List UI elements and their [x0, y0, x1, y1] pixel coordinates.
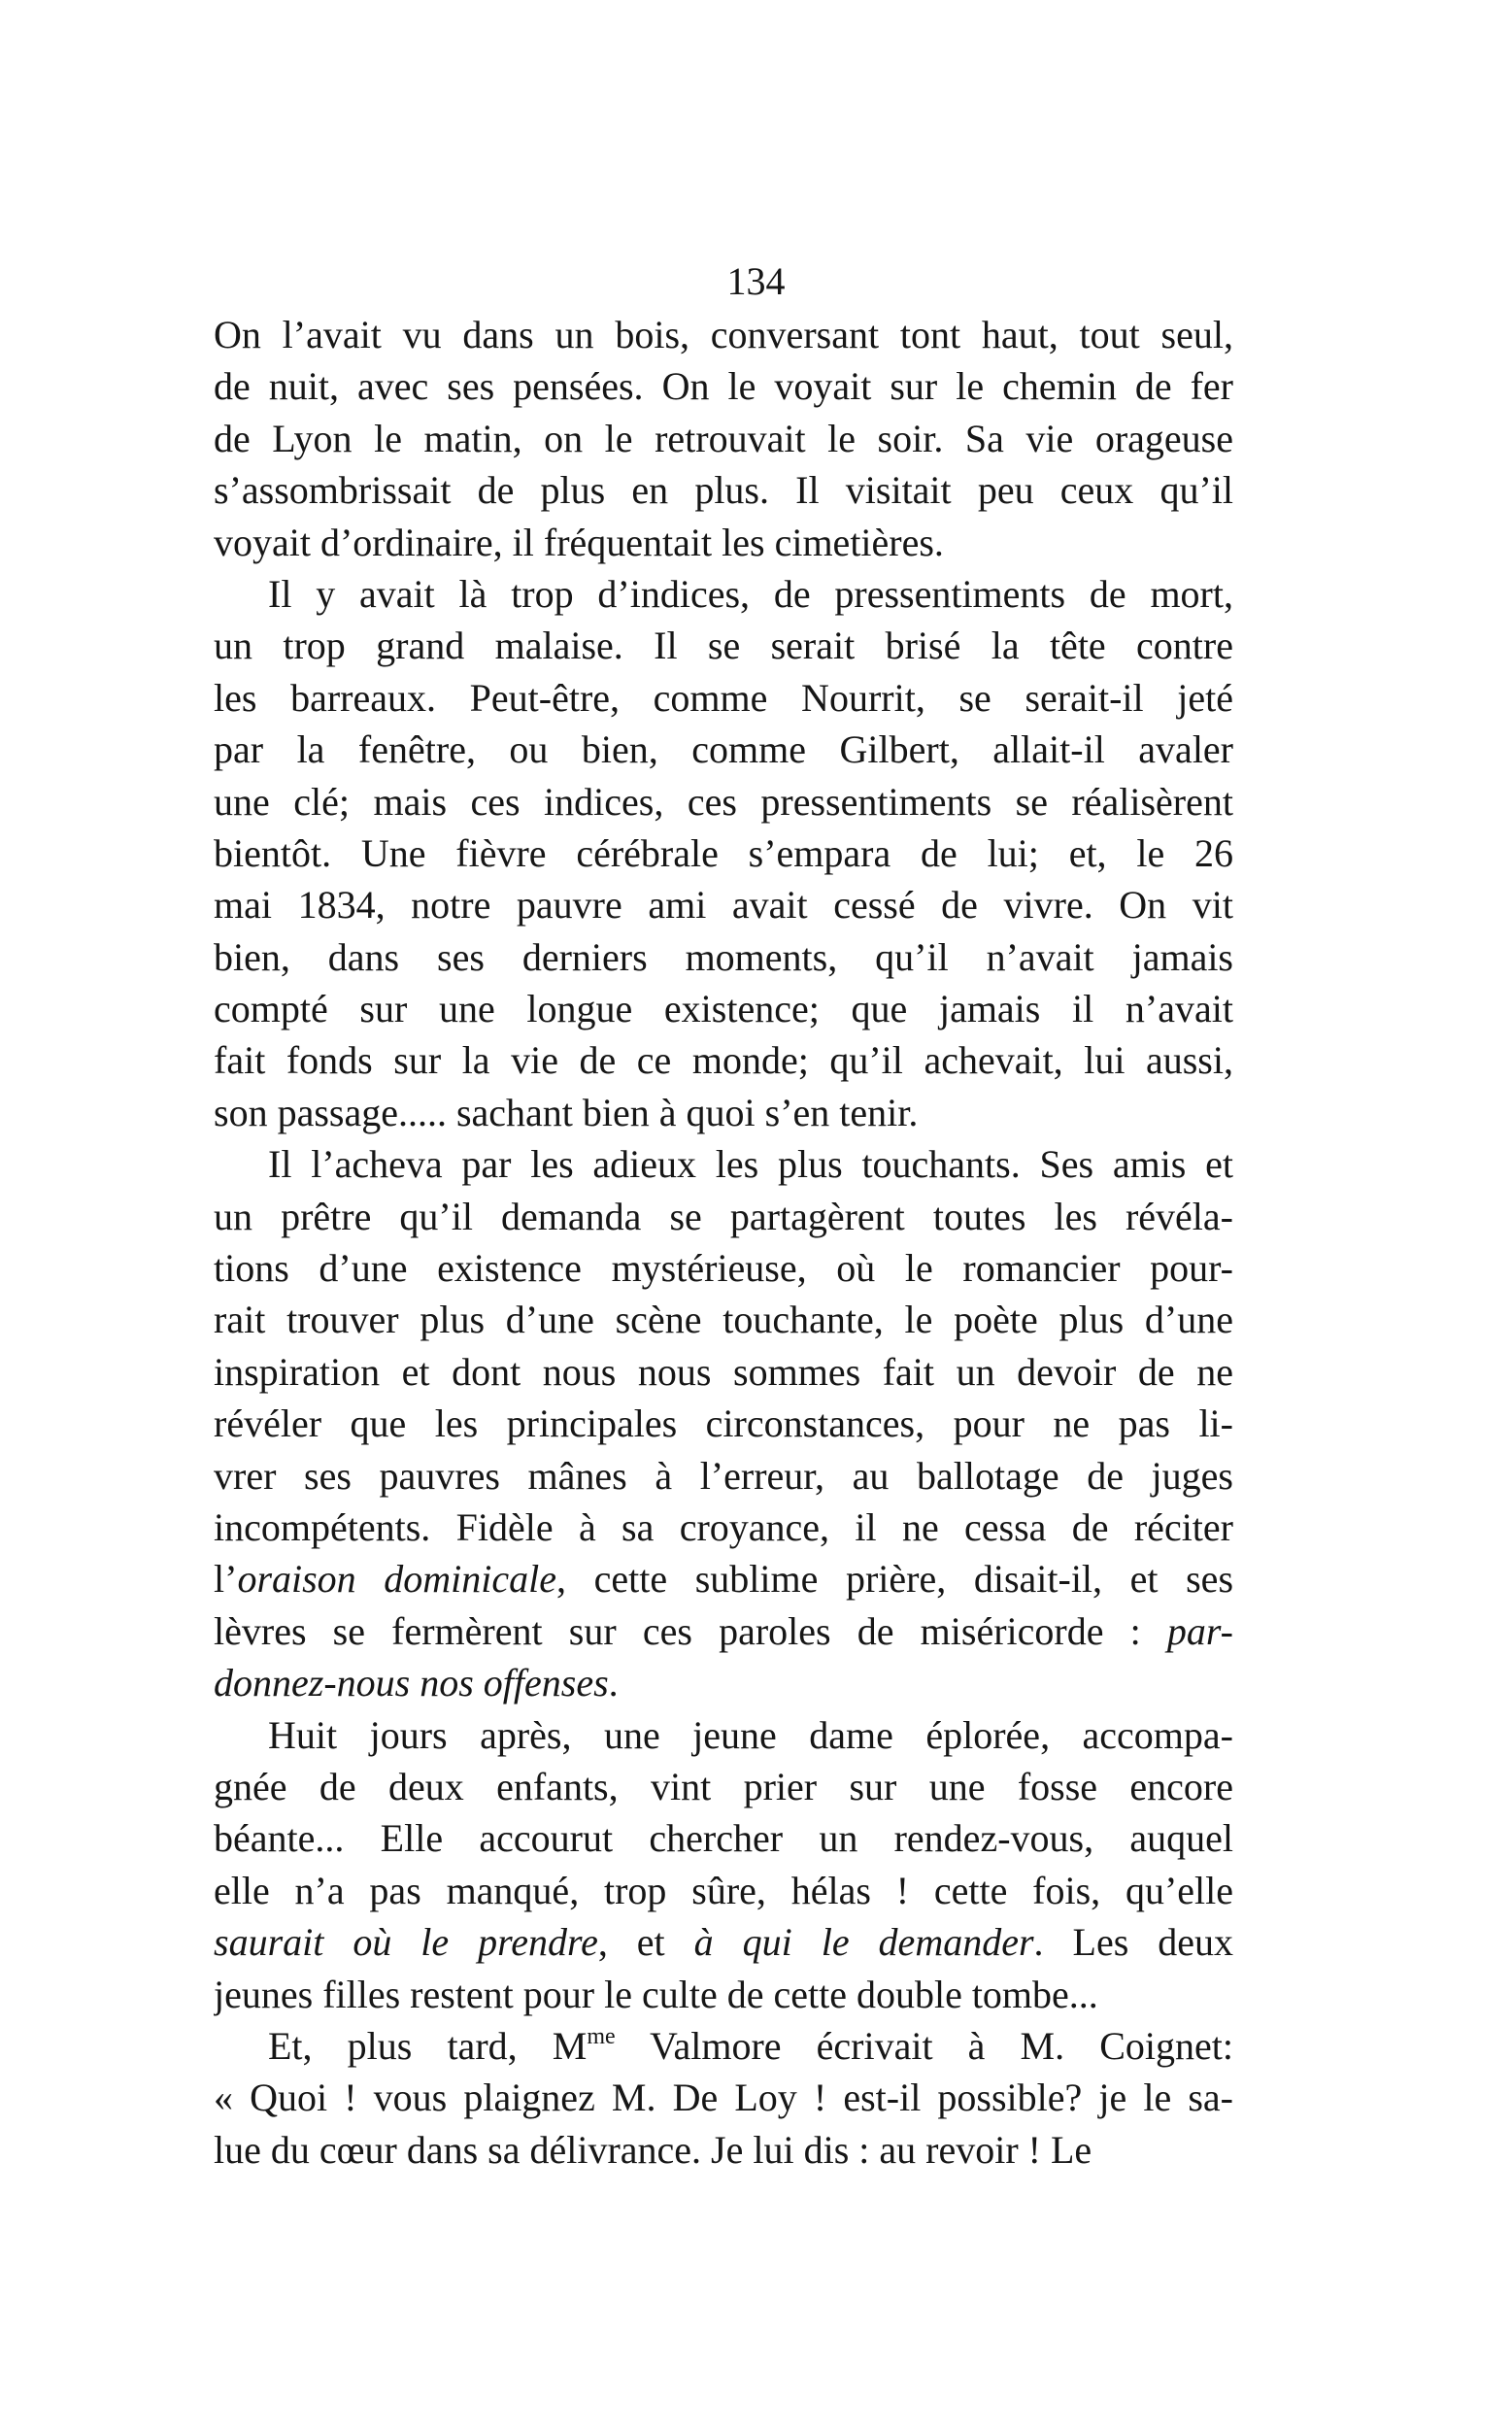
- text-segment: , et: [597, 1920, 694, 1965]
- text-line: [214, 1502, 1233, 1553]
- text-line: [214, 568, 1233, 620]
- text-segment: Valmore écrivait à M. Coignet:: [615, 2023, 1233, 2068]
- text-line: [214, 1087, 1233, 1138]
- text-line: [214, 2072, 1233, 2123]
- text-line: [214, 413, 1233, 464]
- text-line: [214, 1450, 1233, 1502]
- text-line: [214, 931, 1233, 983]
- text-segment: gnée de deux enfants, vint prier sur une fosse encore: [214, 1764, 1233, 1808]
- text-line: [214, 1138, 1233, 1190]
- text-line: [214, 309, 1233, 360]
- text-segment: fait fonds sur la vie de ce monde; qu’il achevait, lui aussi,: [214, 1038, 1233, 1083]
- text-line: [214, 620, 1233, 671]
- text-segment: bien, dans ses derniers moments, qu’il n’avait jamais: [214, 934, 1233, 979]
- text-segment: incompétents. Fidèle à sa croyance, il ne cessa de réciter: [214, 1504, 1233, 1549]
- italic-text: par-: [1166, 1608, 1233, 1653]
- text-line: [214, 1865, 1233, 1916]
- text-line: [214, 1916, 1233, 1968]
- text-line: [214, 879, 1233, 930]
- text-segment: l’: [214, 1557, 238, 1602]
- text-segment: .: [608, 1661, 619, 1705]
- text-segment: une clé; mais ces indices, ces pressentiments se réalisèrent: [214, 779, 1233, 824]
- text-line: [214, 827, 1233, 879]
- text-segment: On l’avait vu dans un bois, conversant tont haut, tout seul,: [214, 313, 1233, 356]
- text-line: [214, 1242, 1233, 1294]
- text-segment: « Quoi ! vous plaignez M. De Loy ! est-il possible? je le sa-: [214, 2076, 1233, 2120]
- text-line: [214, 1346, 1233, 1398]
- text-line: [214, 1969, 1233, 2020]
- text-line: [214, 776, 1233, 827]
- text-segment: un trop grand malaise. Il se serait brisé la tête contre: [214, 624, 1233, 668]
- text-segment: Huit jours après, une jeune dame éplorée, accompa-: [268, 1712, 1233, 1757]
- paragraph: [214, 568, 1233, 1138]
- text-segment: elle n’a pas manqué, trop sûre, hélas ! cette fois, qu’elle: [214, 1868, 1233, 1912]
- text-segment: un prêtre qu’il demanda se partagèrent toutes les révéla-: [214, 1194, 1233, 1238]
- text-line: [214, 672, 1233, 724]
- text-segment: vrer ses pauvres mânes à l’erreur, au ballotage de juges: [214, 1453, 1233, 1498]
- text-line: [214, 1605, 1233, 1657]
- paragraph: [214, 1709, 1233, 2020]
- text-line: [214, 724, 1233, 775]
- text-line: [214, 2020, 1233, 2072]
- text-line: [214, 464, 1233, 516]
- text-segment: de nuit, avec ses pensées. On le voyait sur le chemin de fer: [214, 364, 1233, 409]
- text-segment: Et, plus tard, M: [268, 2023, 588, 2068]
- text-line: [214, 360, 1233, 412]
- text-segment: jeunes filles restent pour le culte de cette double tombe...: [214, 1972, 1098, 2016]
- text-line: [214, 1553, 1233, 1604]
- paragraph: [214, 1138, 1233, 1708]
- text-segment: Il y avait là trop d’indices, de pressentiments de mort,: [268, 571, 1233, 616]
- text-segment: lue du cœur dans sa délivrance. Je lui dis : au revoir ! Le: [214, 2127, 1092, 2172]
- text-segment: son passage..... sachant bien à quoi s’en tenir.: [214, 1090, 919, 1134]
- text-segment: s’assombrissait de plus en plus. Il visitait peu ceux qu’il: [214, 468, 1233, 513]
- italic-text: à qui le demander: [693, 1920, 1034, 1965]
- text-segment: voyait d’ordinaire, il fréquentait les cimetières.: [214, 520, 944, 564]
- text-line: [214, 1294, 1233, 1345]
- text-segment: , cette sublime prière, disait-il, et ses: [556, 1557, 1233, 1602]
- text-line: [214, 1191, 1233, 1242]
- text-segment: Il l’acheva par les adieux les plus touchants. Ses amis et: [268, 1142, 1233, 1187]
- text-line: [214, 2124, 1233, 2176]
- text-segment: de Lyon le matin, on le retrouvait le soir. Sa vie orageuse: [214, 416, 1233, 460]
- text-segment: mai 1834, notre pauvre ami avait cessé de vivre. On vit: [214, 883, 1233, 928]
- italic-text: saurait où le prendre: [214, 1920, 598, 1965]
- text-line: [214, 1034, 1233, 1086]
- text-segment: compté sur une longue existence; que jamais il n’avait: [214, 987, 1233, 1031]
- text-segment: lèvres se fermèrent sur ces paroles de miséricorde :: [214, 1608, 1167, 1653]
- text-line: [214, 1812, 1233, 1864]
- page-body: [214, 309, 1233, 2176]
- paragraph: [214, 2020, 1233, 2176]
- text-segment: inspiration et dont nous nous sommes fait un devoir de ne: [214, 1349, 1233, 1394]
- text-line: [214, 1709, 1233, 1761]
- text-line: [214, 1398, 1233, 1449]
- text-line: [214, 517, 1233, 568]
- italic-text: donnez-nous nos offenses: [214, 1661, 609, 1705]
- text-segment: bientôt. Une fièvre cérébrale s’empara de lui; et, le 26: [214, 830, 1233, 875]
- italic-text: oraison dominicale: [237, 1557, 557, 1602]
- superscript-text: me: [587, 2023, 616, 2049]
- text-segment: tions d’une existence mystérieuse, où le romancier pour-: [214, 1246, 1233, 1291]
- text-line: [214, 983, 1233, 1034]
- text-segment: révéler que les principales circonstances, pour ne pas li-: [214, 1401, 1233, 1446]
- text-segment: . Les deux: [1033, 1920, 1233, 1965]
- text-segment: rait trouver plus d’une scène touchante, le poète plus d’une: [214, 1298, 1233, 1342]
- text-segment: par la fenêtre, ou bien, comme Gilbert, allait-il avaler: [214, 727, 1233, 772]
- paragraph: [214, 309, 1233, 568]
- text-line: [214, 1761, 1233, 1812]
- page-number: 134: [726, 259, 786, 303]
- text-line: [214, 1657, 1233, 1708]
- text-segment: béante... Elle accourut chercher un rendez-vous, auquel: [214, 1816, 1233, 1861]
- text-segment: les barreaux. Peut-être, comme Nourrit, se serait-il jeté: [214, 675, 1233, 720]
